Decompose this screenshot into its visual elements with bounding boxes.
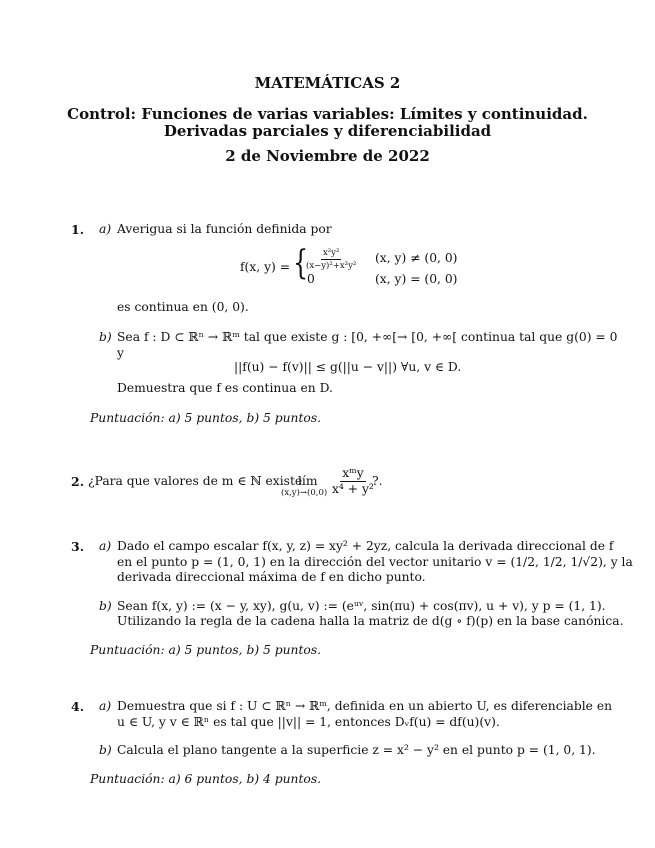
q3-a-label: a)	[99, 539, 112, 553]
q1-a-after: es continua en (0, 0).	[117, 300, 249, 314]
q1-b-line-1: Sea f : D ⊂ ℝⁿ → ℝᵐ tal que existe g : [0, +∞[→ [0, +∞[ continua tal que g(0) = 0	[117, 330, 618, 344]
q4-b-label: b)	[99, 743, 112, 757]
q3-a-line-2: en el punto p = (1, 0, 1) en la dirección del vector unitario v = (1/2, 1/2, 1/√2), y la	[117, 555, 633, 569]
q4-number: 4.	[71, 699, 85, 714]
q3-b-line-2: Utilizando la regla de la cadena halla la matriz de d(g ∘ f)(p) en la base canónica.	[117, 614, 624, 628]
q4-a-line-2: u ∈ U, y v ∈ ℝⁿ es tal que ||v|| = 1, entonces Dᵥf(u) = df(u)(v).	[117, 715, 500, 729]
q1-b-line-2: y	[117, 346, 124, 360]
q1-a-text: Averigua si la función definida por	[117, 222, 332, 236]
q4-a-line-1: Demuestra que si f : U ⊂ ℝⁿ → ℝᵐ, definida en un abierto U, es diferenciable en	[117, 699, 613, 713]
q1-case2-value: 0	[307, 272, 315, 286]
q1-a-label: a)	[99, 222, 112, 236]
q2-lim: lím	[298, 474, 318, 488]
subtitle-line-1: Control: Funciones de varias variables: Límites y continuidad.	[67, 105, 588, 123]
piecewise-brace: {	[293, 243, 309, 283]
q3-a-line-3: derivada direccional máxima de f en dicho punto.	[117, 570, 426, 584]
course-title: MATEMÁTICAS 2	[254, 74, 401, 92]
q3-number: 3.	[71, 539, 85, 554]
q2-lim-subscript: (x,y)→(0,0)	[281, 488, 328, 498]
q3-b-line-1: Sean f(x, y) := (x − y, xy), g(u, v) := (eᵘᵛ, sin(πu) + cos(πv), u + v), y p = (1, 1).	[117, 599, 606, 613]
q1-case1-denominator: (x−y)²+x²y²	[306, 261, 357, 271]
q2-text-before: ¿Para que valores de m ∈ ℕ existe	[88, 474, 303, 488]
q1-function-lhs: f(x, y) =	[240, 260, 291, 274]
q3-score: Puntuación: a) 5 puntos, b) 5 puntos.	[90, 643, 322, 657]
q1-number: 1.	[71, 222, 85, 237]
q3-a-line-1: Dado el campo escalar f(x, y, z) = xy² + 2yz, calcula la derivada direccional de f	[117, 539, 614, 553]
q2-denominator: x⁴ + y²	[332, 482, 374, 496]
subtitle-line-2: Derivadas parciales y diferenciabilidad	[163, 122, 492, 140]
q1-b-formula: ||f(u) − f(v)|| ≤ g(||u − v||) ∀u, v ∈ D.	[234, 360, 462, 374]
q1-score: Puntuación: a) 5 puntos, b) 5 puntos.	[90, 411, 322, 425]
q1-b-line-3: Demuestra que f es continua en D.	[117, 381, 333, 395]
q4-a-label: a)	[99, 699, 112, 713]
q1-case1-condition: (x, y) ≠ (0, 0)	[375, 251, 458, 265]
q4-score: Puntuación: a) 6 puntos, b) 4 puntos.	[90, 772, 322, 786]
q2-text-after: ?.	[372, 474, 383, 488]
q4-b-line-1: Calcula el plano tangente a la superficie z = x² − y² en el punto p = (1, 0, 1).	[117, 743, 596, 757]
q2-numerator: xᵐy	[342, 466, 364, 480]
q3-b-label: b)	[99, 599, 112, 613]
q2-fraction	[330, 466, 376, 497]
q1-b-label: b)	[99, 330, 112, 344]
q1-case1-fraction	[304, 247, 358, 272]
exam-date: 2 de Noviembre de 2022	[225, 147, 430, 165]
q1-case2-condition: (x, y) = (0, 0)	[375, 272, 458, 286]
q2-number: 2.	[71, 474, 85, 489]
q1-case1-numerator: x²y²	[322, 248, 340, 258]
